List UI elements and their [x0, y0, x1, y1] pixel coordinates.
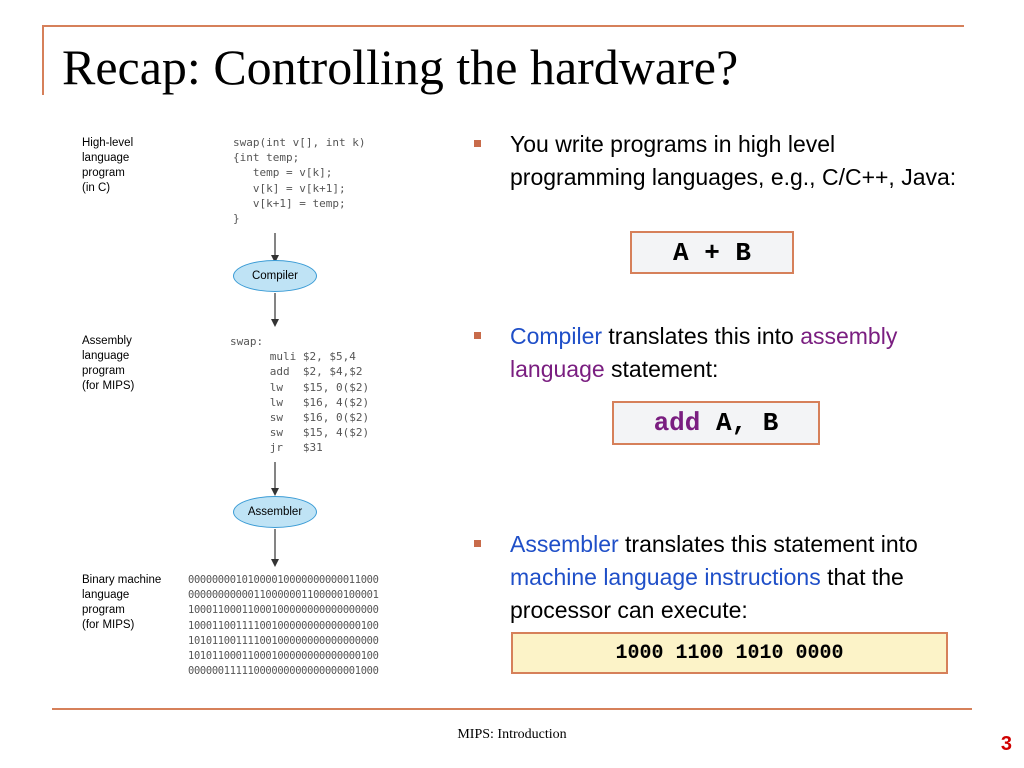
- machine-language-term: machine language instructions: [510, 564, 821, 590]
- compiler-node: Compiler: [233, 260, 317, 292]
- bullet-square-icon: [474, 540, 481, 547]
- bullet-text: [510, 320, 970, 386]
- bullet-text: You write programs in high level programming languages, e.g., C/C++, Java:: [510, 131, 957, 190]
- operands: A, B: [700, 408, 779, 438]
- footer-text: MIPS: Introduction: [457, 727, 567, 742]
- add-keyword: add: [653, 408, 701, 438]
- footer-line: [52, 708, 972, 710]
- assembler-term: Assembler: [510, 531, 619, 557]
- arrow-down-icon: [270, 233, 280, 263]
- binary-label: Binary machine language program (for MIPS): [82, 574, 162, 631]
- high-level-label: High-level language program (in C): [82, 137, 134, 194]
- assembly-statement-box: [612, 401, 820, 445]
- arrow-down-icon: [270, 529, 280, 567]
- expression-box: A + B: [630, 231, 794, 274]
- assembly-code: swap: muli $2, $5,4 add $2, $4,$2 lw $15, 0($2) lw $16, 4($2) sw $16, 0($2) sw $15, 4($2) jr $31: [230, 335, 370, 455]
- bullet-text: [510, 528, 970, 627]
- frame-top-line: [42, 25, 964, 27]
- bullet-text-part: that the processor can execute:: [510, 564, 904, 623]
- assembly-label: Assembly language program (for MIPS): [82, 335, 135, 392]
- binary-code: 00000000101000010000000000011000 00000000000110000001100000100001 10001100011000100000000000000000 10001100111100100000000000000100 10101100111100100000000000000000 10101100011000100000000000000100 00000011111000000000000000001000: [188, 574, 379, 678]
- page-number: 3: [1000, 733, 1012, 755]
- compiler-term: Compiler: [510, 323, 603, 349]
- bullet-text-part: statement:: [604, 356, 719, 382]
- bullet-text-part: translates this into: [602, 323, 801, 349]
- c-source-code: swap(int v[], int k) {int temp; temp = v[k]; v[k] = v[k+1]; v[k+1] = temp; }: [233, 136, 366, 226]
- machine-code-box: 1000 1100 1010 0000: [511, 632, 948, 674]
- bullet-square-icon: [474, 332, 481, 339]
- assembler-node: Assembler: [233, 496, 317, 528]
- bullet-square-icon: [474, 140, 481, 147]
- arrow-down-icon: [270, 462, 280, 496]
- assembly-language-term: assembly language: [510, 323, 898, 382]
- slide-title: Recap: Controlling the hardware?: [62, 39, 739, 95]
- arrow-down-icon: [270, 293, 280, 327]
- frame-left-line: [42, 25, 44, 95]
- bullet-text-part: translates this statement into: [618, 531, 918, 557]
